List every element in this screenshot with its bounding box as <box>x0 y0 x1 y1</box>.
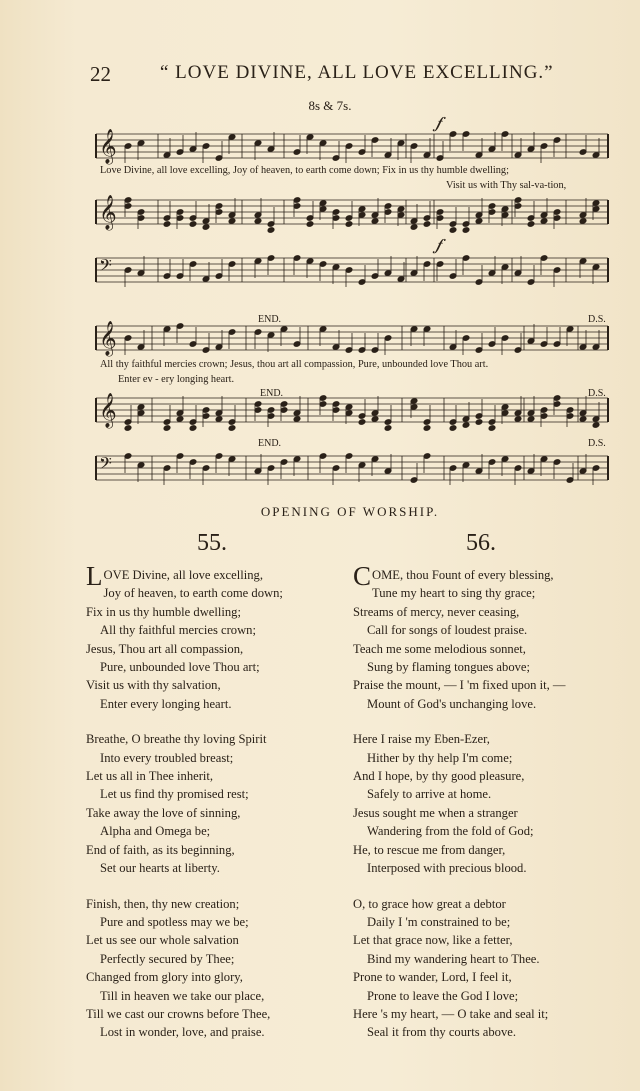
note-head <box>358 419 366 426</box>
verse-line-text: End of faith, as its beginning, <box>86 842 235 857</box>
treble-clef: 𝄞 <box>99 195 117 230</box>
verse-line <box>353 1005 566 1023</box>
verse-line-text: Into every troubled breast; <box>100 750 234 765</box>
note-head <box>488 425 496 432</box>
bass-clef: 𝄢 <box>99 453 112 477</box>
verse-line <box>86 895 279 913</box>
verse-line-text: Sung by flaming tongues above; <box>367 660 530 675</box>
verse-line-text: All thy faithful mercies crown; <box>100 623 256 638</box>
segno-dynamic-top: 𝆑 <box>436 115 442 132</box>
page-number: 22 <box>90 62 111 86</box>
verse-line-text: Let us all in Thee inherit, <box>86 769 214 784</box>
verse-line-text: Pure and spotless may we be; <box>100 914 249 929</box>
note-head <box>228 425 236 432</box>
verse-line <box>353 968 566 986</box>
verse-line-text: Let us find thy promised rest; <box>100 787 249 802</box>
verse-line <box>86 603 279 621</box>
note-head <box>163 425 171 432</box>
note-head <box>215 416 223 423</box>
note-head <box>371 416 379 423</box>
ds-label-2: D.S. <box>588 388 606 399</box>
verse-line <box>86 968 279 986</box>
verse-line <box>86 841 279 859</box>
note-head <box>475 419 483 426</box>
verse-line <box>86 931 279 949</box>
stanza-gap <box>86 878 279 895</box>
verse-line <box>353 931 566 949</box>
note-head <box>176 416 184 423</box>
verse-line <box>353 749 566 767</box>
verse-line <box>86 785 279 803</box>
verse-line-text: Fix in us thy humble dwelling; <box>86 604 241 619</box>
treble-clef: 𝄞 <box>99 321 117 356</box>
stanza-gap <box>353 713 566 730</box>
note-head <box>202 224 210 231</box>
verse-line <box>353 730 566 748</box>
verse-line <box>353 895 566 913</box>
verse-line <box>86 584 283 602</box>
note-head <box>345 221 353 228</box>
verse-line-text: OME, thou Fount of every blessing, <box>372 568 554 582</box>
stanza-gap <box>353 878 566 895</box>
verse-line <box>353 1023 566 1041</box>
verse-line-text: Tune my heart to sing thy grace; <box>372 586 536 601</box>
lyrics-line-2b: Enter ev - ery longing heart. <box>118 374 235 385</box>
verse-line-text: Breathe, O breathe thy loving Spirit <box>86 732 267 747</box>
verse-line-text: Jesus, Thou art all compassion, <box>86 641 244 656</box>
verse-line <box>86 859 279 877</box>
verse-line-text: Safely to arrive at home. <box>367 787 492 802</box>
treble-clef: 𝄞 <box>99 393 117 428</box>
verse-line <box>86 1023 279 1041</box>
verse-line <box>86 561 279 591</box>
verse-line <box>353 676 566 694</box>
note-head <box>371 218 379 225</box>
verse-line <box>86 987 279 1005</box>
lyrics-line-1: Love Divine, all love excelling, Joy of heaven, to earth come down; Fix in us thy humble dwelling; <box>100 165 509 176</box>
verse-line-text: Prone to wander, Lord, I feel it, <box>353 970 512 985</box>
drop-cap: L <box>86 561 103 591</box>
verse-line <box>353 603 566 621</box>
verse-line <box>353 767 566 785</box>
verse-line <box>86 640 279 658</box>
verse-line <box>353 621 566 639</box>
verse-line <box>353 658 566 676</box>
verse-line-text: Jesus sought me when a stranger <box>353 805 518 820</box>
end-label-1: END. <box>258 314 282 325</box>
verse-line-text: O, to grace how great a debtor <box>353 896 506 911</box>
verse-line <box>353 987 566 1005</box>
verse-line-text: Perfectly secured by Thee; <box>100 951 235 966</box>
verse-line-text: Wandering from the fold of God; <box>367 824 534 839</box>
end-label-2: END. <box>260 388 284 399</box>
verse-line-text: Teach me some melodious sonnet, <box>353 641 526 656</box>
verse-line <box>353 859 566 877</box>
verse-line-text: Alpha and Omega be; <box>100 824 211 839</box>
verse-line <box>353 640 566 658</box>
note-head <box>306 221 314 228</box>
verse-line <box>86 804 279 822</box>
verse-line-text: Changed from glory into glory, <box>86 970 243 985</box>
verse-line <box>353 841 566 859</box>
verse-line-text: Visit us with thy salvation, <box>86 678 221 693</box>
verse-line-text: Call for songs of loudest praise. <box>367 623 528 638</box>
note-head <box>579 218 587 225</box>
verse-line-text: Let that grace now, like a fetter, <box>353 933 513 948</box>
verse-line-text: Hither by thy help I'm come; <box>367 750 513 765</box>
verse-line-text: Enter every longing heart. <box>100 696 232 711</box>
verse-line-text: Here 's my heart, — O take and seal it; <box>353 1006 549 1021</box>
verse-line <box>353 695 566 713</box>
note-head <box>527 416 535 423</box>
note-head <box>462 422 470 429</box>
verse-line-text: Here I raise my Eben-Ezer, <box>353 732 490 747</box>
note-head <box>527 221 535 228</box>
note-head <box>449 425 457 432</box>
lyrics-line-1b: Visit us with Thy sal-va-tion, <box>446 180 567 191</box>
verse-line-text: Prone to leave the God I love; <box>367 988 519 1003</box>
note-head <box>124 425 132 432</box>
verse-line-text: Interposed with precious blood. <box>367 861 527 876</box>
verse-line <box>86 676 279 694</box>
verse-line <box>353 785 566 803</box>
note-head <box>410 224 418 231</box>
verse-line <box>86 767 279 785</box>
hymn-55-text <box>86 561 283 1042</box>
note-head <box>423 425 431 432</box>
note-head <box>462 227 470 234</box>
verse-line <box>353 584 566 602</box>
verse-line-text: Lost in wonder, love, and praise. <box>100 1025 265 1040</box>
treble-clef: 𝄞 <box>99 129 117 164</box>
hymn-number-55: 55. <box>197 530 227 556</box>
stanza-gap <box>86 713 279 730</box>
verse-line <box>353 822 566 840</box>
verse-line-text: Mount of God's unchanging love. <box>367 696 537 711</box>
note-head <box>449 227 457 234</box>
verse-line-text: Joy of heaven, to earth come down; <box>103 586 283 601</box>
verse-line <box>86 730 279 748</box>
meter-label: 8s & 7s. <box>308 98 352 113</box>
note-head <box>267 227 275 234</box>
verse-line <box>353 804 566 822</box>
verse-line-text: Take away the love of sinning, <box>86 805 241 820</box>
verse-line-text: Streams of mercy, never ceasing, <box>353 604 520 619</box>
note-head <box>579 416 587 423</box>
verse-line <box>86 950 279 968</box>
verse-line-text: Seal it from thy courts above. <box>367 1025 516 1040</box>
verse-line-text: Daily I 'm constrained to be; <box>367 914 511 929</box>
verse-line <box>353 561 566 591</box>
verse-line-text: Let us see our whole salvation <box>86 933 239 948</box>
verse-line-text: Finish, then, thy new creation; <box>86 896 240 911</box>
verse-line <box>86 658 279 676</box>
note-head <box>384 425 392 432</box>
hymn-tune-title: “ LOVE DIVINE, ALL LOVE EXCELLING.” <box>160 62 554 83</box>
segno-dynamic-bass: 𝆑 <box>436 237 442 254</box>
verse-line-text: Till in heaven we take our place, <box>100 988 265 1003</box>
verse-line-text: Praise the mount, — I 'm fixed upon it, — <box>353 678 566 693</box>
verse-line <box>86 749 279 767</box>
note-head <box>475 218 483 225</box>
ds-label-3: D.S. <box>588 438 606 449</box>
note-head <box>189 425 197 432</box>
hymn-56-text <box>353 561 566 1042</box>
verse-line-text: And I hope, by thy good pleasure, <box>353 769 525 784</box>
bass-clef: 𝄢 <box>99 255 112 279</box>
note-head <box>189 221 197 228</box>
ds-label-1: D.S. <box>588 314 606 325</box>
verse-line <box>353 913 566 931</box>
note-head <box>228 218 236 225</box>
verse-line <box>353 950 566 968</box>
section-title: OPENING OF WORSHIP. <box>260 504 440 519</box>
note-head <box>514 416 522 423</box>
verse-line <box>86 695 279 713</box>
note-head <box>254 218 262 225</box>
verse-line-text: Set our hearts at liberty. <box>100 861 220 876</box>
verse-line <box>86 913 279 931</box>
verse-line-text: Pure, unbounded love Thou art; <box>100 660 260 675</box>
verse-line-text: He, to rescue me from danger, <box>353 842 506 857</box>
verse-line <box>86 621 279 639</box>
drop-cap: C <box>353 561 372 591</box>
end-label-3: END. <box>258 438 282 449</box>
music-score <box>0 0 640 500</box>
lyrics-line-2: All thy faithful mercies crown; Jesus, thou art all compassion, Pure, unbounded love Thou art. <box>100 359 489 370</box>
verse-line-text: Till we cast our crowns before Thee, <box>86 1006 271 1021</box>
note-head <box>592 422 600 429</box>
note-head <box>423 221 431 228</box>
note-head <box>540 218 548 225</box>
note-head <box>293 416 301 423</box>
hymn-number-56: 56. <box>466 530 496 556</box>
note-head <box>163 221 171 228</box>
verse-line <box>86 822 279 840</box>
verse-line-text: Bind my wandering heart to Thee. <box>367 951 540 966</box>
verse-line-text: OVE Divine, all love excelling, <box>103 568 263 582</box>
verse-line <box>86 1005 279 1023</box>
